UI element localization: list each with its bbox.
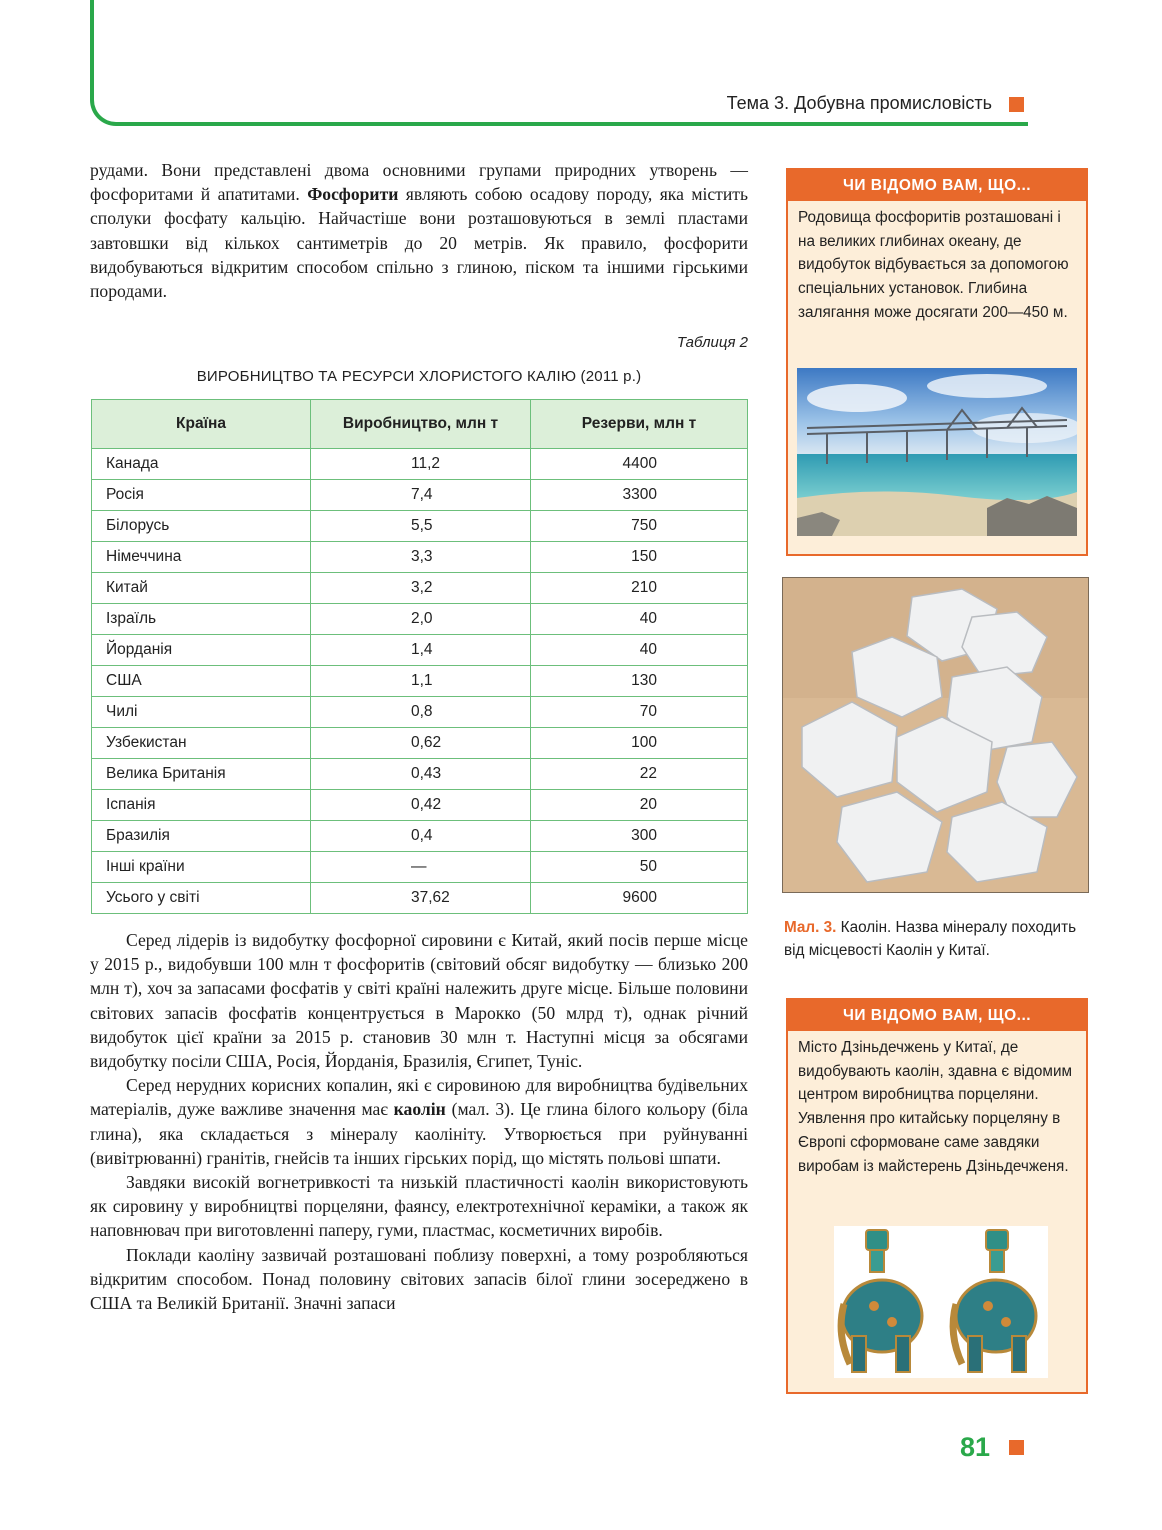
porcelain-elephants-photo — [834, 1226, 1048, 1378]
cell-country: Чилі — [92, 697, 311, 728]
table-row — [92, 821, 748, 852]
table-row — [92, 604, 748, 635]
header-square-icon — [1009, 97, 1024, 112]
chapter-title: Тема 3. Добувна промисловість — [726, 93, 992, 113]
text-fragment: (мал. 3). Це глина білого кольору (біла глина), яка складається з мінералу каолініту. Утворюється при руйнуванні (вивітрюванні) гранітів, гнейсів та інших гірських порід, що містять польові шпати. — [90, 1099, 748, 1168]
cell-reserves: 40 — [531, 635, 748, 666]
table-row — [92, 697, 748, 728]
box-title: ЧИ ВІДОМО ВАМ, ЩО... — [788, 1000, 1086, 1031]
cell-reserves: 22 — [531, 759, 748, 790]
cell-production: 0,4 — [311, 821, 531, 852]
cell-country: Німеччина — [92, 542, 311, 573]
cell-reserves: 150 — [531, 542, 748, 573]
table-row — [92, 759, 748, 790]
cell-reserves: 3300 — [531, 480, 748, 511]
table-row — [92, 449, 748, 480]
potassium-table — [91, 399, 748, 914]
box-text: Місто Дзіньдечжень у Китаї, де видобувають каолін, здавна є відомим центром виробництва порцеляни. Уявлення про китайську порцеляну в Європі сформоване саме завдяки виробам із майстерень Дзіньдечженя. — [798, 1039, 1073, 1175]
cell-country: Усього у світі — [92, 883, 311, 914]
page-number-square-icon — [1009, 1440, 1024, 1455]
table-row — [92, 542, 748, 573]
cell-country: Інші країни — [92, 852, 311, 883]
table-row — [92, 883, 748, 914]
cell-production: 11,2 — [311, 449, 531, 480]
caption-text: Каолін. Назва мінералу походить від місцевості Каолін у Китаї. — [784, 919, 1077, 959]
text-fragment: являють собою осадову породу, яка містить сполуки фосфату кальцію. Найчастіше вони розташовуються в землі пластами завтовшки від кількох сантиметрів до 20 метрів. Як правило, фосфорити видобуваються відкритим способом спільно з глиною, піском та іншими гірськими породами. — [90, 184, 748, 302]
cell-country: Ізраїль — [92, 604, 311, 635]
cell-country: Узбекистан — [92, 728, 311, 759]
cell-country: Йорданія — [92, 635, 311, 666]
box-text: Родовища фосфоритів розташовані і на великих глибинах океану, де видобуток відбувається за допомогою спеціальних установок. Глибина залягання може досягати 200—450 м. — [798, 209, 1069, 321]
table-header-row — [92, 400, 748, 449]
cell-reserves: 300 — [531, 821, 748, 852]
cell-production: 0,42 — [311, 790, 531, 821]
table-row — [92, 635, 748, 666]
paragraph: Поклади каоліну зазвичай розташовані поблизу поверхні, а тому розробляються відкритим способом. Понад половину світових запасів білої глини зосереджено в США та Великій Британії. Значні запаси — [90, 1244, 748, 1314]
cell-country: Іспанія — [92, 790, 311, 821]
paragraph: Серед лідерів із видобутку фосфорної сировини є Китай, який посів перше місце у 2015 р., видобувши 100 млн т фосфоритів (світовий обсяг видобутку — близько 200 млн т), хоч за запасами фосфатів у світі країні належить друге місце. Більше половини світових запасів фосфатів концентрується в Марокко (50 млрд т), однак річний видобуток цієї країни за 2015 р. становив 30 млн т. Наступні місця за обсягами видобутку посіли США, Росія, Йорданія, Бразилія, Єгипет, Туніс. — [90, 930, 748, 1072]
text-fragment: Серед нерудних корисних копалин, які є сировиною для виробництва будівельних матеріалів, дуже важливе значення має — [90, 1075, 748, 1120]
kaolin-photo — [782, 577, 1089, 893]
cell-reserves: 130 — [531, 666, 748, 697]
column-header: Країна — [92, 400, 311, 449]
figure-caption — [784, 916, 1088, 962]
cell-reserves: 4400 — [531, 449, 748, 480]
cell-production: 1,4 — [311, 635, 531, 666]
caption-label: Мал. 3. — [784, 919, 837, 936]
cell-production: 37,62 — [311, 883, 531, 914]
cell-country: Росія — [92, 480, 311, 511]
cell-country: Канада — [92, 449, 311, 480]
main-text-top — [90, 158, 748, 303]
did-you-know-box-1 — [786, 168, 1088, 556]
table-row — [92, 728, 748, 759]
cell-production: 5,5 — [311, 511, 531, 542]
cell-country: Бразилія — [92, 821, 311, 852]
text-fragment: рудами. Вони представлені двома основними групами природних утворень — фосфоритами й апатитами. — [90, 160, 748, 205]
cell-production: 3,2 — [311, 573, 531, 604]
did-you-know-box-2 — [786, 998, 1088, 1394]
table-row — [92, 573, 748, 604]
cell-production: 1,1 — [311, 666, 531, 697]
ocean-platform-photo — [797, 368, 1077, 536]
cell-reserves: 210 — [531, 573, 748, 604]
cell-production: 2,0 — [311, 604, 531, 635]
cell-production: 0,62 — [311, 728, 531, 759]
table-row — [92, 666, 748, 697]
term-kaolin: каолін — [393, 1099, 446, 1120]
table-row — [92, 852, 748, 883]
table-row — [92, 790, 748, 821]
column-header: Резерви, млн т — [531, 400, 748, 449]
cell-reserves: 50 — [531, 852, 748, 883]
cell-reserves: 70 — [531, 697, 748, 728]
cell-country: Китай — [92, 573, 311, 604]
cell-production: — — [311, 852, 531, 883]
main-text-bottom — [90, 928, 748, 1315]
table-row — [92, 511, 748, 542]
cell-production: 7,4 — [311, 480, 531, 511]
table-title: ВИРОБНИЦТВО ТА РЕСУРСИ ХЛОРИСТОГО КАЛІЮ (2011 р.) — [196, 368, 642, 385]
cell-country: Білорусь — [92, 511, 311, 542]
cell-country: США — [92, 666, 311, 697]
cell-reserves: 750 — [531, 511, 748, 542]
paragraph: Завдяки високій вогнетривкості та низькій пластичності каолін використовують як сировину у виробництві порцеляни, фаянсу, електротехнічної кераміки, а також як наповнювач при виготовленні паперу, гуми, пластмас, косметичних виробів. — [90, 1172, 748, 1241]
cell-country: Велика Британія — [92, 759, 311, 790]
cell-reserves: 100 — [531, 728, 748, 759]
cell-production: 0,8 — [311, 697, 531, 728]
term-phosphorites: Фосфорити — [307, 184, 399, 205]
paragraph — [90, 1073, 748, 1170]
page-number: 81 — [959, 1432, 990, 1462]
table-number: Таблиця 2 — [676, 334, 748, 351]
column-header: Виробництво, млн т — [311, 400, 531, 449]
cell-reserves: 20 — [531, 790, 748, 821]
cell-reserves: 40 — [531, 604, 748, 635]
box-title: ЧИ ВІДОМО ВАМ, ЩО... — [788, 170, 1086, 201]
table-row — [92, 480, 748, 511]
cell-production: 3,3 — [311, 542, 531, 573]
cell-reserves: 9600 — [531, 883, 748, 914]
cell-production: 0,43 — [311, 759, 531, 790]
